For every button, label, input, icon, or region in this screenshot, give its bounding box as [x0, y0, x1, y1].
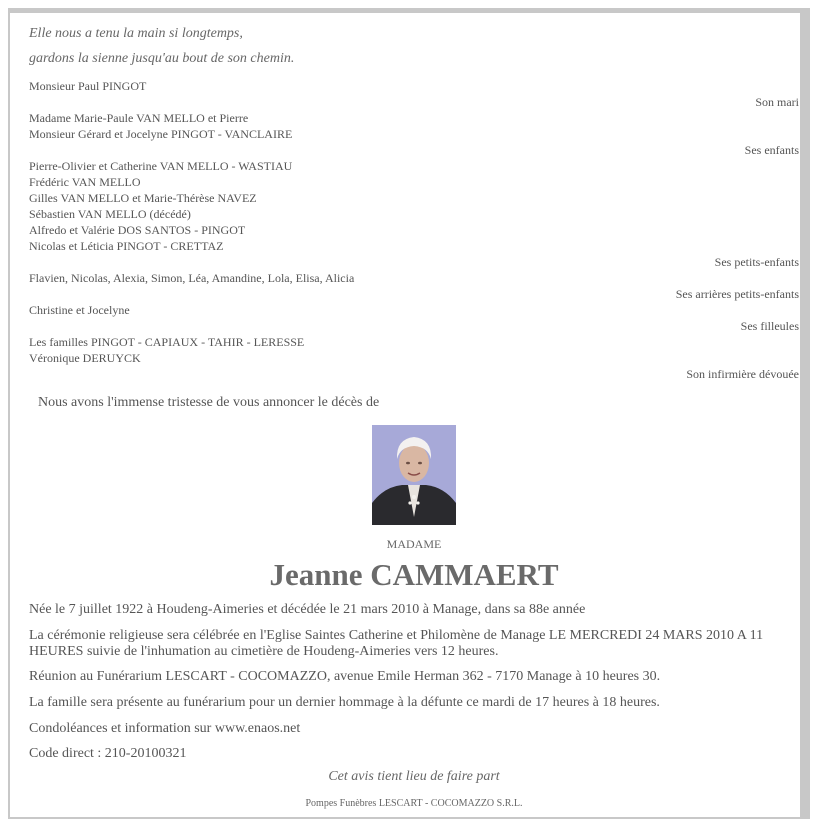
- portrait-illustration: [372, 425, 456, 525]
- children-role: Ses enfants: [744, 143, 799, 157]
- birth-death-info: Née le 7 juillet 1922 à Houdeng-Aimeries et décédée le 21 mars 2010 à Manage, dans sa 88e année: [29, 602, 586, 617]
- deceased-title: MADAME: [386, 537, 442, 551]
- child-name: Madame Marie-Paule VAN MELLO et Pierre: [29, 111, 249, 125]
- grandchild-name: Frédéric VAN MELLO: [29, 175, 141, 189]
- ceremony-info: La cérémonie religieuse sera célébrée en l'Eglise Saintes Catherine et Philomène de Manage LE MERCREDI 24 MARS 2010 A 11 HEURES suivie de l'inhumation au cimetière de Houdeng-Aimeries vers 12 heures.: [29, 628, 764, 659]
- notice-statement: Cet avis tient lieu de faire part: [328, 769, 500, 784]
- child-name: Monsieur Gérard et Jocelyne PINGOT - VANCLAIRE: [29, 127, 293, 141]
- grandchild-name: Alfredo et Valérie DOS SANTOS - PINGOT: [29, 223, 246, 237]
- funeral-company: Pompes Funèbres LESCART - COCOMAZZO S.R.L.: [305, 798, 523, 809]
- grandchild-name: Sébastien VAN MELLO (décédé): [29, 207, 191, 221]
- deceased-name: Jeanne CAMMAERT: [269, 557, 559, 592]
- condolences-info: Condoléances et information sur www.enaos.net: [29, 721, 301, 736]
- nurse-name: Véronique DERUYCK: [29, 351, 141, 365]
- direct-code: Code direct : 210-20100321: [29, 746, 187, 761]
- great-grandchildren-names: Flavien, Nicolas, Alexia, Simon, Léa, Amandine, Lola, Elisa, Alicia: [29, 271, 355, 285]
- notice-frame: [8, 8, 810, 819]
- grandchild-name: Gilles VAN MELLO et Marie-Thérèse NAVEZ: [29, 191, 257, 205]
- husband-role: Son mari: [755, 95, 799, 109]
- meeting-info: Réunion au Funérarium LESCART - COCOMAZZO, avenue Emile Herman 362 - 7170 Manage à 10 heures 30.: [29, 669, 661, 684]
- families-line: Les familles PINGOT - CAPIAUX - TAHIR - LERESSE: [29, 335, 305, 349]
- goddaughters-names: Christine et Jocelyne: [29, 303, 130, 317]
- goddaughters-role: Ses filleules: [740, 319, 799, 333]
- nurse-role: Son infirmière dévouée: [686, 367, 799, 381]
- quote-line-1: Elle nous a tenu la main si longtemps,: [29, 26, 243, 41]
- presence-info: La famille sera présente au funérarium pour un dernier hommage à la défunte ce mardi de 17 heures à 18 heures.: [29, 695, 660, 710]
- quote-line-2: gardons la sienne jusqu'au bout de son chemin.: [29, 51, 295, 66]
- grandchild-name: Nicolas et Léticia PINGOT - CRETTAZ: [29, 239, 224, 253]
- announcement: Nous avons l'immense tristesse de vous annoncer le décès de: [38, 395, 380, 410]
- husband-name: Monsieur Paul PINGOT: [29, 79, 147, 93]
- grandchild-name: Pierre-Olivier et Catherine VAN MELLO - WASTIAU: [29, 159, 293, 173]
- portrait-photo: [372, 425, 456, 525]
- great-grandchildren-role: Ses arrières petits-enfants: [675, 287, 799, 301]
- grandchildren-role: Ses petits-enfants: [714, 255, 799, 269]
